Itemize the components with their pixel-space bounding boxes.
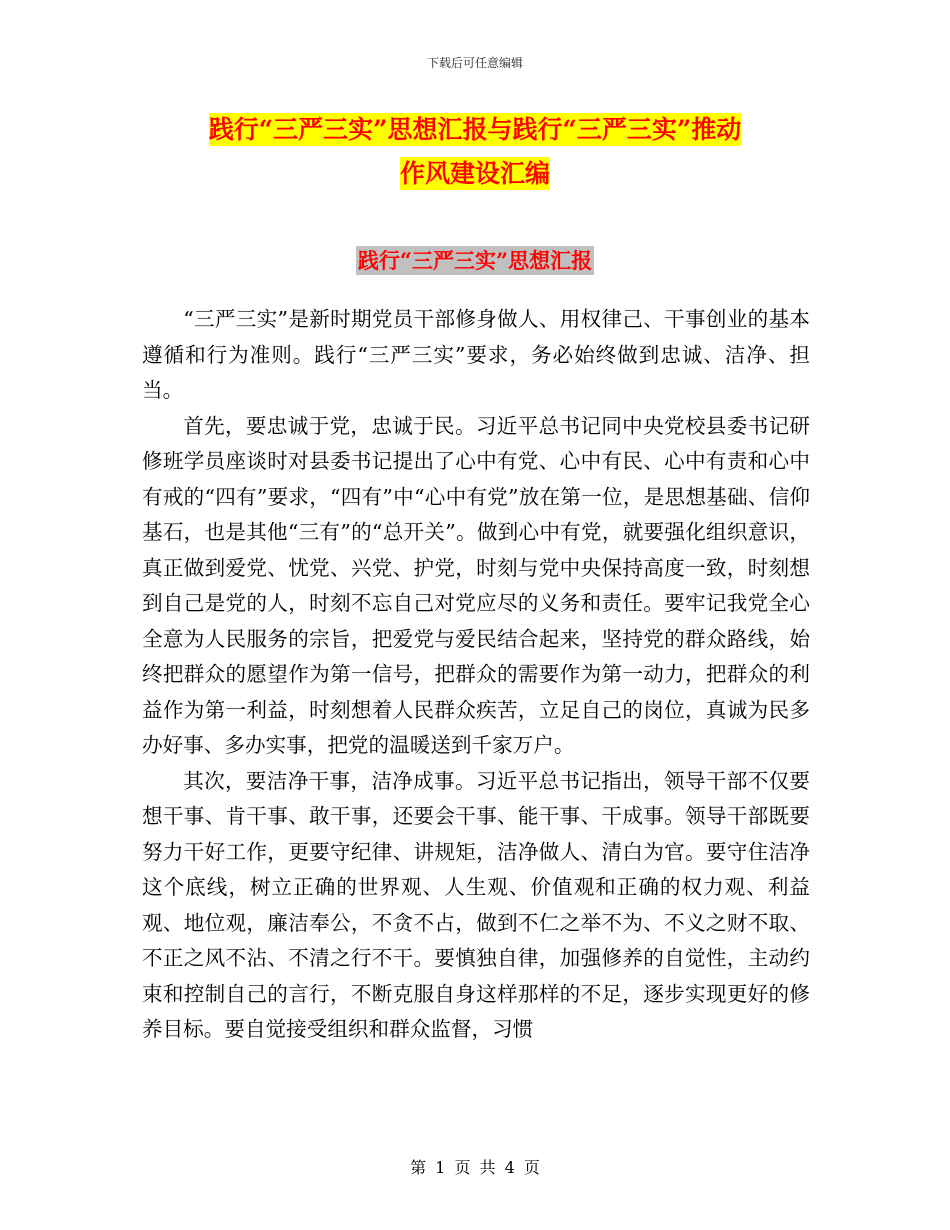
section-title-text: 践行“三严三实”思想汇报 xyxy=(357,248,593,273)
paragraph-1: “三严三实”是新时期党员干部修身做人、用权律己、干事创业的基本遵循和行为准则。践行“三严三实”要求，务必始终做到忠诚、洁净、担当。 xyxy=(142,307,810,402)
document-title xyxy=(120,108,830,196)
document-title-line-1: 践行“三严三实”思想汇报与践行“三严三实”推动 xyxy=(208,115,742,144)
section-title xyxy=(0,245,950,275)
document-body xyxy=(142,302,810,1048)
paragraph-3: 其次，要洁净干事，洁净成事。习近平总书记指出，领导干部不仅要想干事、肯干事、敢干事，还要会干事、能干事、干成事。领导干部既要努力干好工作，更要守纪律、讲规矩，洁净做人、清白为官。要守住洁净这个底线，树立正确的世界观、人生观、价值观和正确的权力观、利益观、地位观，廉洁奉公，不贪不占，做到不仁之举不为、不义之财不取、不正之风不沾、不清之行不干。要慎独自律，加强修养的自觉性，主动约束和控制自己的言行，不断克服自身这样那样的不足，逐步实现更好的修养目标。要自觉接受组织和群众监督，习惯 xyxy=(142,768,810,1041)
paragraph-2: 首先，要忠诚于党，忠诚于民。习近平总书记同中央党校县委书记研修班学员座谈时对县委书记提出了心中有党、心中有民、心中有责和心中有戒的“四有”要求，“四有”中“心中有党”放在第一位，是思想基础、信仰基石，也是其他“三有”的“总开关”。做到心中有党，就要强化组织意识，真正做到爱党、忧党、兴党、护党，时刻与党中央保持高度一致，时刻想到自己是党的人，时刻不忘自己对党应尽的义务和责任。要牢记我党全心全意为人民服务的宗旨，把爱党与爱民结合起来，坚持党的群众路线，始终把群众的愿望作为第一信号，把群众的需要作为第一动力，把群众的利益作为第一利益，时刻想着人民群众疾苦，立足自己的岗位，真诚为民多办好事、多办实事，把党的温暖送到千家万户。 xyxy=(142,413,810,757)
page-footer-number: 第 1 页 共 4 页 xyxy=(410,1158,540,1177)
page-header-note: 下载后可任意编辑 xyxy=(426,56,523,70)
document-title-line-2: 作风建设汇编 xyxy=(399,159,550,188)
